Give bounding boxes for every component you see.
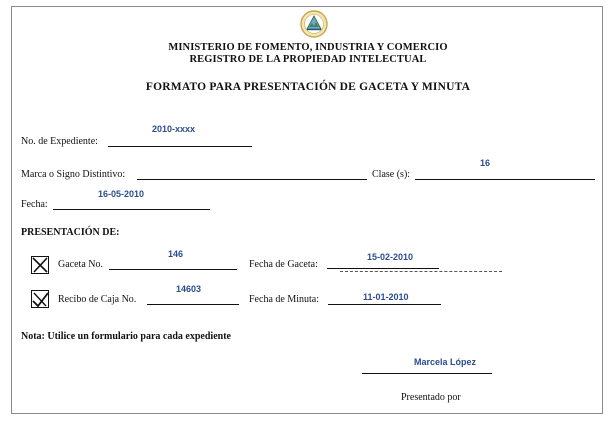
presented-by-label: Presentado por (401, 392, 461, 403)
form-title: FORMATO PARA PRESENTACIÓN DE GACETA Y MINUTA (145, 81, 471, 93)
marca-line (137, 179, 367, 180)
fecha-line (53, 209, 210, 210)
gaceta-number-field[interactable]: 146 (168, 249, 184, 259)
fecha-gaceta-dashed-line (340, 271, 502, 272)
recibo-label: Recibo de Caja No. (58, 294, 137, 305)
fecha-minuta-field[interactable]: 11-01-2010 (363, 292, 409, 302)
recibo-number-field[interactable]: 14603 (176, 284, 202, 294)
fecha-gaceta-label: Fecha de Gaceta: (249, 259, 318, 270)
coat-of-arms-seal-icon (300, 10, 328, 38)
fecha-gaceta-field[interactable]: 15-02-2010 (367, 252, 414, 262)
fecha-field[interactable]: 16-05-2010 (98, 189, 145, 199)
gaceta-form (11, 6, 603, 414)
fecha-minuta-line (328, 304, 441, 305)
recibo-checkbox[interactable] (31, 290, 49, 308)
clase-line (415, 179, 595, 180)
clase-label: Clase (s): (372, 169, 411, 180)
expediente-label: No. de Expediente: (21, 136, 98, 147)
signer-name[interactable]: Marcela López (414, 357, 477, 367)
fecha-gaceta-line (327, 268, 439, 269)
fecha-label: Fecha: (21, 199, 48, 210)
expediente-field[interactable]: 2010-xxxx (152, 124, 196, 134)
registry-heading: REGISTRO DE LA PROPIEDAD INTELECTUAL (189, 54, 427, 65)
gaceta-label: Gaceta No. (58, 259, 103, 270)
presentacion-heading: PRESENTACIÓN DE: (21, 227, 120, 238)
fecha-minuta-label: Fecha de Minuta: (249, 294, 319, 305)
marca-label: Marca o Signo Distintivo: (21, 169, 126, 180)
gaceta-line (109, 269, 237, 270)
clase-field[interactable]: 16 (480, 158, 491, 168)
gaceta-checkbox[interactable] (31, 256, 49, 274)
note-text: Nota: Utilice un formulario para cada expediente (21, 331, 231, 342)
signature-line (362, 373, 492, 374)
ministry-heading: MINISTERIO DE FOMENTO, INDUSTRIA Y COMERCIO (168, 42, 448, 53)
expediente-line (108, 146, 252, 147)
recibo-line (147, 304, 239, 305)
